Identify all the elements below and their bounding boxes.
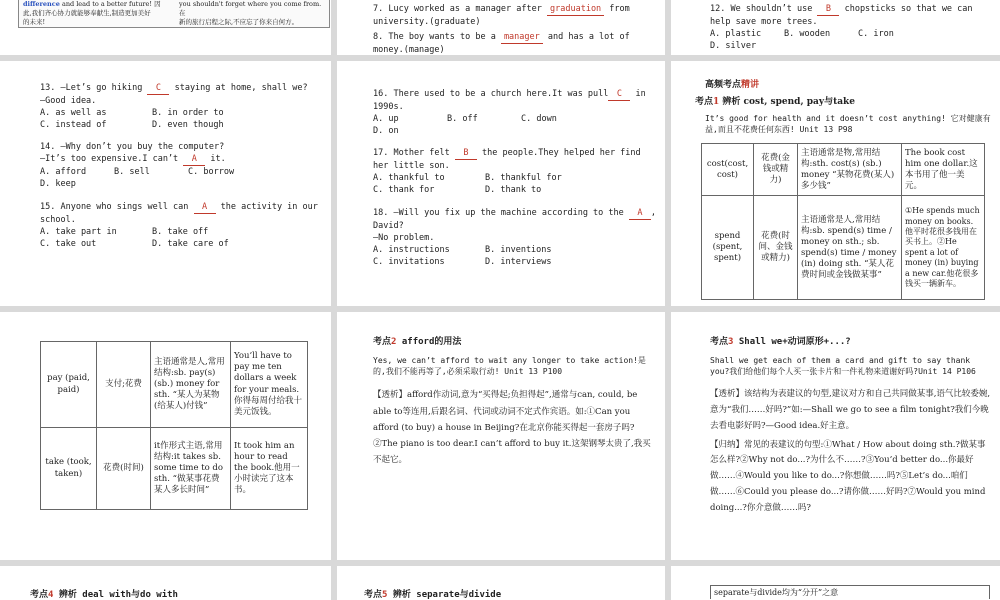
answer-blank: B — [455, 147, 477, 160]
question-8: 8. The boy wants to be a manager and has a lot of money.(manage) — [373, 32, 630, 55]
question-14: 14. —Why don’t you buy the computer? —It’s too expensive.I can’t A it. A. afford B. sell C. borrow D. keep — [40, 141, 321, 190]
option: D. on — [373, 126, 399, 137]
option: B. off — [447, 114, 478, 125]
section-heading: 高频考点精讲 — [705, 80, 760, 90]
option: C. iron — [858, 29, 894, 40]
quote-right-line-2: 新的旅行启程之际,不应忘了你来自何方。 — [179, 17, 299, 26]
answer-blank: C — [608, 88, 630, 101]
quote-right — [179, 0, 329, 26]
option: C. borrow — [188, 167, 235, 178]
quote-left-line-3: 的未来! — [23, 17, 46, 26]
option: C. thank for — [373, 185, 435, 196]
slide-exercises-a — [0, 61, 331, 306]
option: C. invitations — [373, 256, 445, 267]
usage-table — [701, 143, 985, 300]
key-point-title: 考点4 辨析 deal with与do with — [30, 590, 178, 600]
options — [373, 172, 657, 196]
option: A. take part in — [40, 226, 117, 237]
table-row: take (took, taken) 花费(时间) it作形式主语,常用结构:it takes sb. some time to do sth. “做某事花费某人多长时间” It took him an hour to read the book.他用一小时读完了这本书。 — [41, 428, 308, 510]
answer-blank: A — [629, 207, 651, 220]
key-point-title: 考点3 Shall we+动词原形+...? — [710, 337, 851, 347]
slide-key-point-1-cont — [0, 312, 331, 560]
question-17: 17. Mother felt B the people.They helped her find her little son. A. thankful to B. thankful for C. thank for D. thank to — [373, 147, 657, 196]
option: B. sell — [114, 167, 150, 178]
option: B. inventions — [485, 244, 552, 255]
answer-blank: manager — [501, 31, 543, 44]
highlight-word: difference — [23, 0, 60, 8]
options — [373, 244, 657, 268]
option: A. as well as — [40, 108, 107, 119]
slide-exercises-b — [337, 61, 665, 306]
quote-left-line-2: 此,我们齐心协力就能够奉献生,制造更加美好 — [23, 8, 151, 17]
slide-key-point-4 — [0, 566, 331, 600]
options — [373, 113, 657, 137]
option: C. instead of — [40, 120, 107, 131]
question-15: 15. Anyone who sings well can A the activity in our school. A. take part in B. take off C. take out D. take care of — [40, 201, 321, 250]
option: A. afford — [40, 167, 87, 178]
quote-left — [23, 0, 173, 26]
option: A. up — [373, 114, 399, 125]
slide-top-left — [0, 0, 331, 55]
table-row: pay (paid, paid) 支付;花费 主语通常是人,常用结构:sb. pay(s) (sb.) money for sth. “某人为某物(给某人)付钱” You’ll have to pay me ten dollars a week for your meals.你得每周付给我十美元饭钱。 — [41, 342, 308, 428]
example-sentence: Yes, we can’t afford to wait any longer to take action!是的,我们不能再等了,必须采取行动! Unit 13 P100 — [373, 355, 646, 377]
key-point-title: 考点2 afford的用法 — [373, 337, 462, 347]
option: B. thankful for — [485, 173, 562, 184]
option: D. even though — [152, 120, 224, 131]
slide-key-point-5 — [337, 566, 665, 600]
question-16: 16. There used to be a church here.It was pull C in 1990s. A. up B. off C. down D. on — [373, 88, 657, 137]
example-sentence: Shall we get each of them a card and gift to say thank you?我们给他们每个人买一张卡片和一件礼物来道谢好吗?Unit 14 P106 — [710, 355, 976, 377]
table-row: spend (spent, spent) 花费(时间、金钱或精力) 主语通常是人,常用结构:sb. spend(s) time / money on sth.; sb. spend(s) time / money (in) doing sth. “某人花费时间或金钱做某事” ①He spends much money on books.他平时花很多钱用在买书上。②He spent a lot of money (in) buying a new car.他花很多钱买一辆新车。 — [702, 196, 985, 300]
options — [710, 28, 992, 52]
answer-blank: A — [183, 153, 205, 166]
options — [40, 166, 321, 190]
option: B. wooden — [784, 29, 831, 40]
slide-top-right — [671, 0, 1000, 55]
summary-text: 【归纳】常见的表建议的句型:①What / How about doing sth.?做某事怎么样?②Why not do...?为什么不……?③You’d better do...你最好做……④Would you like to do...?你想做……吗?⑤Let’s do...咱们做……⑥Could you please do...?请你做……好吗?⑦Would you mind doing...?你介意做……吗? — [710, 439, 986, 513]
answer-blank: A — [194, 201, 216, 214]
slide-top-middle — [337, 0, 665, 55]
quote-right-line-1: you shouldn't forget where you come from. 在 — [179, 0, 322, 17]
option: D. take care of — [152, 238, 229, 249]
question-12: 12. We shouldn’t use B chopsticks so that we can help save more trees. A. plastic B. wooden C. iron D. silver — [710, 3, 992, 52]
answer-blank: B — [817, 3, 839, 16]
question-18: 18. —Will you fix up the machine according to the A , David? —No problem. A. instructions B. inventions C. invitations D. interviews — [373, 207, 656, 267]
key-point-title: 考点1 辨析 cost, spend, pay与take — [695, 96, 856, 107]
question-7: 7. Lucy worked as a manager after graduation from university.(graduate) — [373, 4, 630, 28]
slide-key-point-1 — [671, 61, 1000, 306]
analysis-text: 【透析】afford作动词,意为“买得起;负担得起”,通常与can, could, be able to等连用,后跟名词、代词或动词不定式作宾语。如:①Can you afford (to buy) a house in Beijing?在北京你能买得起一套房子吗?②The piano is too dear.I can’t afford to buy it.这架钢琴太贵了,我买不起它。 — [373, 390, 651, 466]
answer-blank: C — [147, 82, 169, 95]
key-point-title: 考点5 辨析 separate与divide — [364, 590, 502, 600]
question-13: 13. —Let’s go hiking C staying at home, shall we? —Good idea. A. as well as B. in order to C. instead of D. even though — [40, 82, 321, 131]
option: A. instructions — [373, 244, 450, 255]
slide-key-point-3 — [671, 312, 1000, 560]
option: C. down — [521, 114, 557, 125]
table-row: cost(cost, cost) 花费(金钱或精力) 主语通常是物,常用结构:sth. cost(s) (sb.) money “某物花费(某人)多少钱” The book cost him one dollar.这本书用了他一美元。 — [702, 144, 985, 196]
option: C. take out — [40, 238, 97, 249]
slide-key-point-5-table — [671, 566, 1000, 600]
answer-blank: graduation — [547, 3, 604, 16]
analysis-text: 【透析】该结构为表建议的句型,建议对方和自己共同做某事,语气比较委婉,意为“我们……好吗?”如:—Shall we go to see a film tonight?我们今晚去看电影好吗?—Good idea.好主意。 — [710, 389, 991, 431]
quote-banner — [18, 0, 330, 28]
example-sentence: It’s good for health and it doesn’t cost anything! 它对健康有益,而且不花费任何东西! Unit 13 P98 — [705, 113, 991, 134]
option: B. in order to — [152, 108, 224, 119]
comparison-box-title: separate与divide均为“分开”之意 — [710, 585, 990, 599]
options — [40, 226, 321, 250]
option: B. take off — [152, 226, 209, 237]
option: D. keep — [40, 179, 76, 190]
option: D. thank to — [485, 185, 542, 196]
usage-table-cont — [40, 341, 308, 510]
option: D. interviews — [485, 256, 552, 267]
option: A. plastic — [710, 29, 762, 40]
options — [40, 107, 321, 131]
slide-key-point-2 — [337, 312, 665, 560]
option: D. silver — [710, 41, 757, 52]
quote-left-line-1-rest: and lead to a better future! 因 — [59, 0, 161, 8]
option: A. thankful to — [373, 173, 445, 184]
